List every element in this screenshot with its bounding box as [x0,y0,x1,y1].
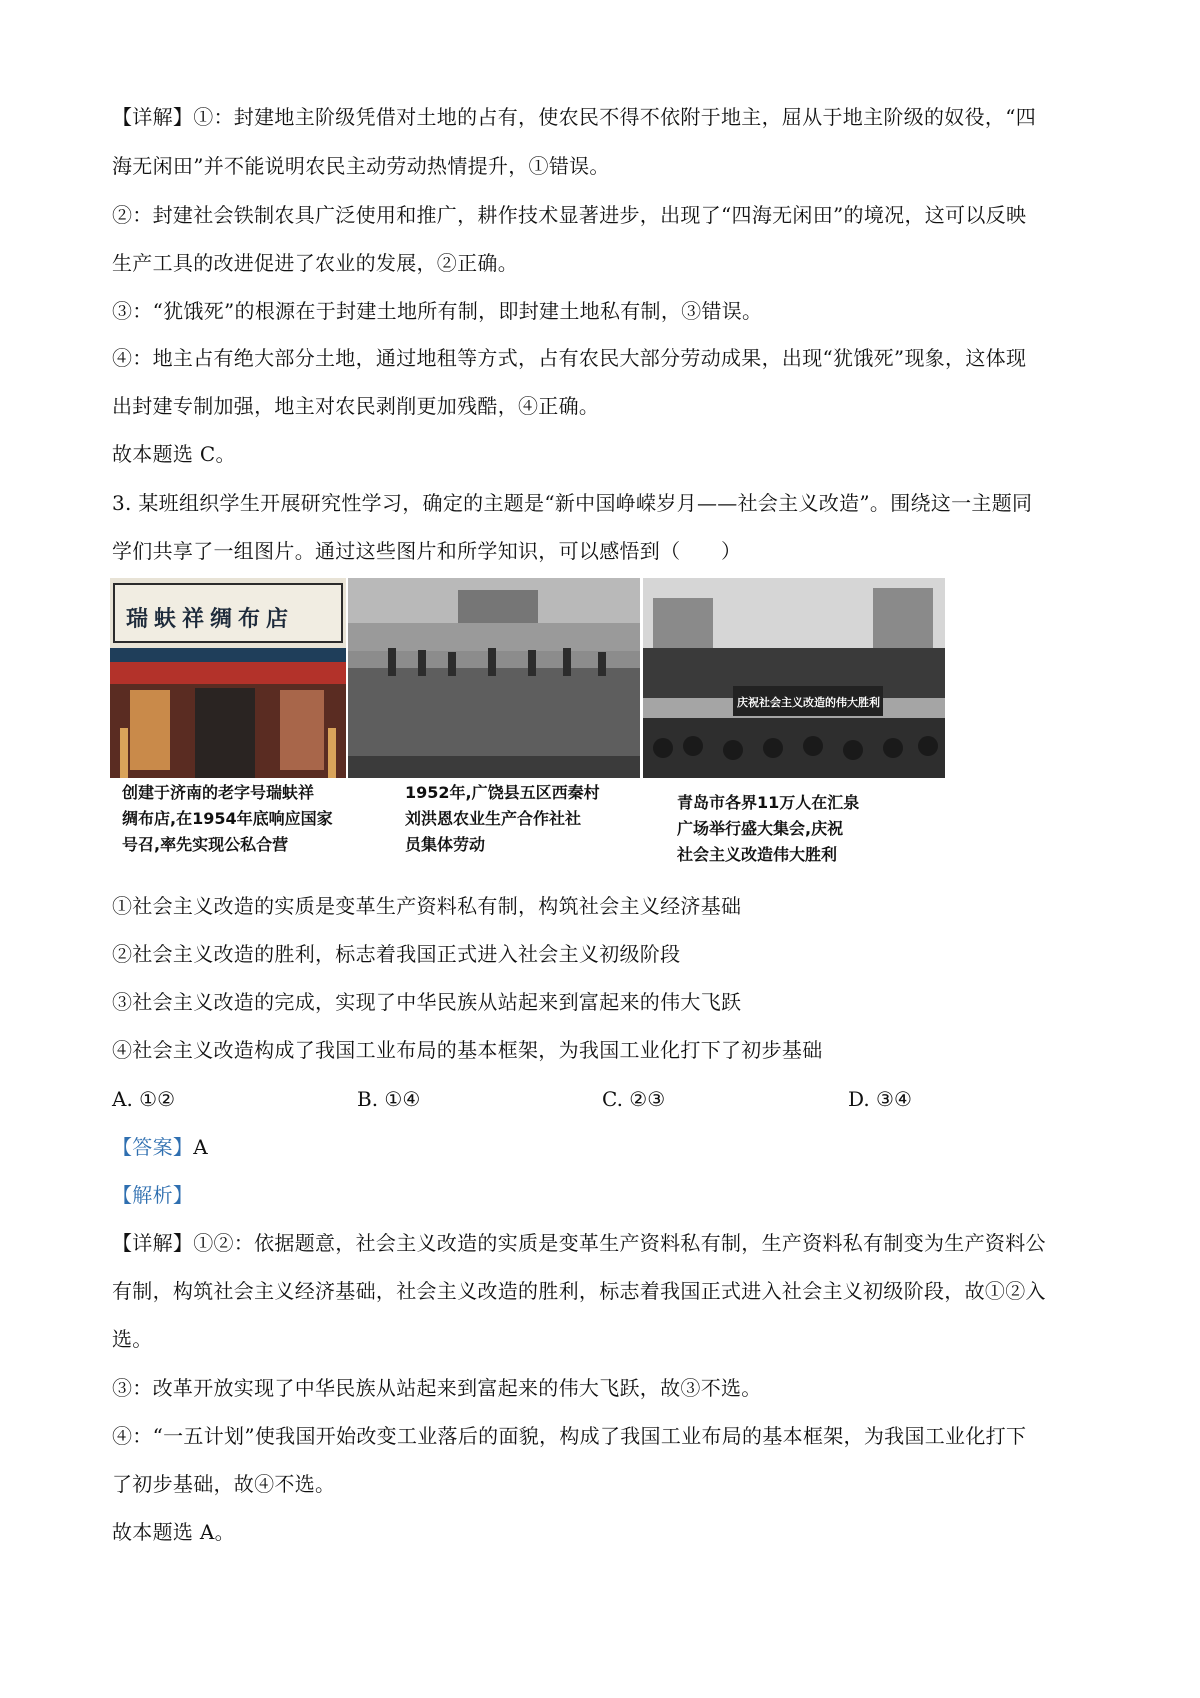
caption-farm-line-1: 1952年,广饶县五区西秦村 [405,783,600,802]
explanation-line-6: 了初步基础，故④不选。 [112,1472,336,1496]
explanation-line-2: 有制，构筑社会主义经济基础，社会主义改造的胜利，标志着我国正式进入社会主义初级阶段，故①②入 [112,1279,1046,1303]
detail-line-7: 出封建专制加强，地主对农民剥削更加残酷，④正确。 [112,394,600,418]
question-3-line-1: 3. 某班组织学生开展研究性学习，确定的主题是“新中国峥嵘岁月——社会主义改造”。围绕这一主题同 [112,491,1033,515]
option-a: A. ①② [112,1087,176,1111]
caption-store-line-3: 号召,率先实现公私合营 [122,835,289,854]
caption-farm-line-2: 刘洪恩农业生产合作社社 [405,809,582,828]
answer-label: 【答案】 [112,1135,194,1159]
detail-line-3: ②：封建社会铁制农具广泛使用和推广，耕作技术显著进步，出现了“四海无闲田”的境况，这可以反映 [112,203,1027,227]
detail-line-8: 故本题选 C。 [112,442,236,466]
option-d: D. ③④ [848,1087,912,1111]
statement-2: ②社会主义改造的胜利，标志着我国正式进入社会主义初级阶段 [112,942,681,966]
photo-rally [643,578,945,778]
farm-labor-image [348,578,640,778]
explanation-line-3: 选。 [112,1327,153,1351]
explanation-line-1: 【详解】①②：依据题意，社会主义改造的实质是变革生产资料私有制，生产资料私有制变为生产资料公 [112,1231,1046,1255]
explanation-line-5: ④：“一五计划”使我国开始改变工业落后的面貌，构成了我国工业布局的基本框架，为我国工业化打下 [112,1424,1027,1448]
answer-value: A [193,1135,208,1159]
option-b: B. ①④ [357,1087,421,1111]
caption-rally-line-2: 广场举行盛大集会,庆祝 [677,819,844,838]
rally-image [643,578,945,778]
detail-line-5: ③：“犹饿死”的根源在于封建土地所有制，即封建土地私有制，③错误。 [112,299,763,323]
caption-rally-line-1: 青岛市各界11万人在汇泉 [677,793,860,812]
caption-farm-line-3: 员集体劳动 [405,835,486,854]
caption-store-line-2: 绸布店,在1954年底响应国家 [122,809,333,828]
analysis-label: 【解析】 [112,1183,194,1207]
photo-farm-labor [348,578,640,778]
explanation-line-4: ③：改革开放实现了中华民族从站起来到富起来的伟大飞跃，故③不选。 [112,1376,762,1400]
detail-line-4: 生产工具的改进促进了农业的发展，②正确。 [112,251,518,275]
store-sign-text: 瑞蚨祥绸布店 [126,606,295,632]
photo-store-front [110,578,346,778]
rally-banner-text: 庆祝社会主义改造的伟大胜利 [737,696,880,709]
detail-line-1: 【详解】①：封建地主阶级凭借对土地的占有，使农民不得不依附于地主，屈从于地主阶级的奴役，“四 [112,105,1037,129]
explanation-line-7: 故本题选 A。 [112,1520,235,1544]
question-3-line-2: 学们共享了一组图片。通过这些图片和所学知识，可以感悟到（ ） [112,539,742,563]
answer-line [112,1134,1092,1160]
option-c: C. ②③ [602,1087,666,1111]
statement-3: ③社会主义改造的完成，实现了中华民族从站起来到富起来的伟大飞跃 [112,990,742,1014]
statement-4: ④社会主义改造构成了我国工业布局的基本框架，为我国工业化打下了初步基础 [112,1038,823,1062]
caption-rally-line-3: 社会主义改造伟大胜利 [677,845,838,864]
detail-line-6: ④：地主占有绝大部分土地，通过地租等方式，占有农民大部分劳动成果，出现“犹饿死”现象，这体现 [112,346,1027,370]
detail-line-2: 海无闲田”并不能说明农民主动劳动热情提升，①错误。 [112,154,610,178]
caption-store-line-1: 创建于济南的老字号瑞蚨祥 [122,783,315,802]
statement-1: ①社会主义改造的实质是变革生产资料私有制，构筑社会主义经济基础 [112,894,742,918]
